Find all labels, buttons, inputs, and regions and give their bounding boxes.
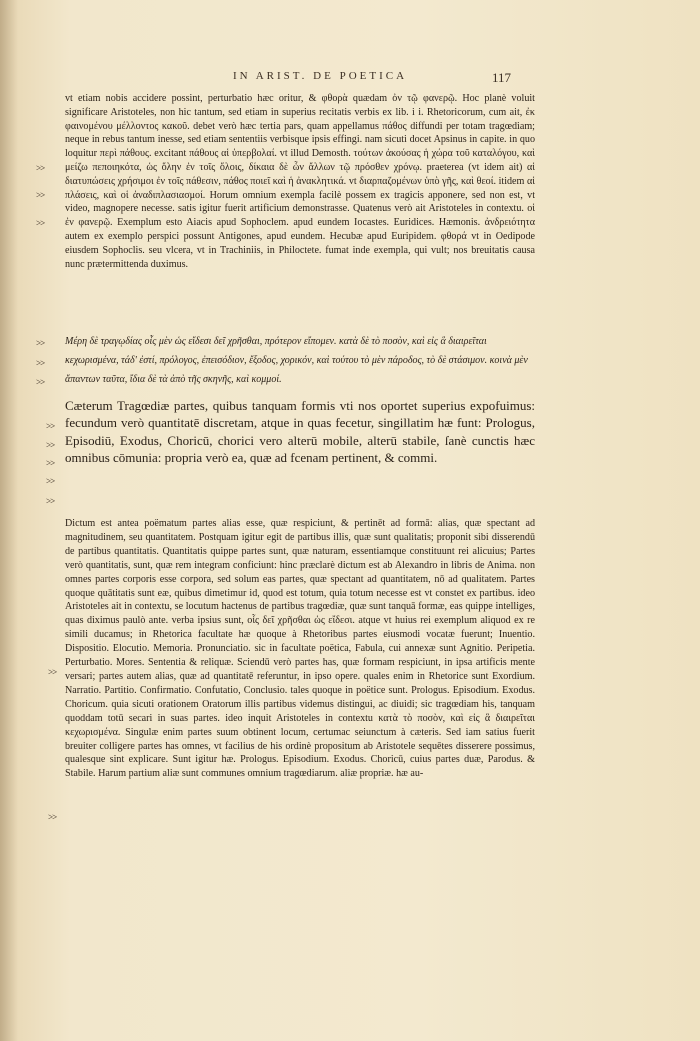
greek-quotation: Μέρη δὲ τραγῳδίας οἷς μὲν ὡς εἴδεσι δεῖ χρῆσθαι, πρότερον εἴπομεν. κατὰ δὲ τὸ ποσὸν, καὶ εἰς ἃ διαιρεῖται κεχωρισμένα, τάδ' ἐστί, πρόλογος, ἐπεισόδιον, ἔξοδος, χορικόν, καὶ τούτου τὸ μὲν πάροδος, τὸ δὲ στάσιμον. κοινὰ μὲν ἅπαντων ταῦτα, ἴδια δὲ τὰ ἀπὸ τῆς σκηνῆς, καὶ κομμοί. bbox=[65, 336, 528, 385]
commentary-text: Dictum est antea poëmatum partes alias esse, quæ respiciunt, & pertinēt ad formā: alias, quæ spectant ad magnitudinem, seu quantitatem. Postquam igitur egit de partibus illis, quæ sunt qualitatis; proponit sibi disserendū de partibus quantitatis. Quantitatis quippe partes sunt, quæ naturam, essentiamque constituunt rei alicuius; Partes verò quantitatis, sunt, quæ rem integram conficiunt: hinc præclarè dictum est ab Alexandro in libris de Anima. non omnes partes corporis esse corpora, sed solum eas partes, quæ spectant ad quantitatem, nō ad qualitatem. Partes quoque quātitatis sunt eæ, quibus dimetimur id, quod est totum, quia totum necesse est vt constet ex partibus. ideo Aristoteles ait in contextu, se locutum hactenus de partibus tragœdiæ, quæ sunt tanquā formæ, eas quippe intelliges, quas diximus paulò ante. verba ipsius sunt, οἷς δεῖ χρῆσθαι ὡς εἴδεσι. atque vt huius rei exemplum aliquod ex re simili ducamus; in Rhetorica facultate hæ quoque à Rhetoribus partes eiusmodi vocatæ fuerunt; Inuentio. Dispositio. Elocutio. Memoria. Pronunciatio. sic in facultate poëtica, Fabula, cui annexæ sunt Agnitio. Peripetia. Perturbatio. Mores. Sententia & reliquæ. Sciendū verò partes has, quæ formam respiciunt, in ipsa artificis mente versari; partes autem alias, quæ ad quantitatē referuntur, in ipso opere. quales enim in Rhetorice sunt Exordium. Narratio. Partitio. Confirmatio. Confutatio, Conclusio. tales quoque in poëtice sunt. Prologus. Episodium. Exodus. Choricum. quia sicuti orationem Oratorum illis partibus videmus distingui, ac diuidi; sic tragœdiam his, tanquam quoddam totū secari in suas partes. ideo inquit Aristoteles in contextu κατὰ τὸ ποσὸν, καὶ εἰς ἃ διαιρεῖται κεχωρισμένα. Singulæ enim partes suum obtinent locum, certumac seiunctum à cæteris. Sed iam satius fuerit breuiter colligere partes has omnes, vt facilius de his ordinè propositum ab Aristotele sequētes disserere possimus, qualesque sint explicare. Sunt igitur hæ. Prologus. Episodium. Exodus. Choricū, cuius partes duæ, Parodus. & Stabile. Harum partium aliæ sunt communes omnium tragœdiarum. aliæ propriæ. hæ au- bbox=[65, 518, 535, 780]
commentary-block-1 bbox=[65, 92, 535, 271]
margin-quote-mark: >> bbox=[36, 190, 45, 200]
margin-quote-mark: >> bbox=[36, 163, 45, 173]
running-head: IN ARIST. DE POETICA bbox=[232, 70, 408, 82]
margin-quote-mark: >> bbox=[36, 377, 45, 387]
spine-shadow bbox=[0, 0, 18, 1041]
margin-quote-mark: >> bbox=[46, 458, 55, 468]
margin-quote-mark: >> bbox=[36, 218, 45, 228]
margin-quote-mark: >> bbox=[46, 440, 55, 450]
margin-quote-mark: >> bbox=[46, 421, 55, 431]
commentary-block-2 bbox=[65, 517, 535, 781]
margin-quote-mark: >> bbox=[36, 358, 45, 368]
margin-quote-mark: >> bbox=[46, 496, 55, 506]
page-number: 117 bbox=[492, 70, 512, 85]
margin-quote-mark: >> bbox=[48, 812, 57, 822]
commentary-text: vt etiam nobis accidere possint, perturbatio hæc oritur, & φθορὰ quædam ὀν τῷ φανερῷ. Hoc planè voluit significare Aristoteles, non hic tantum, sed etiam in superius recitatis verbis ex lib. i i. Rhetoricorum, cum ait, ἐκ φαινομένου μέλλοντος κακοῦ. debet verò hæc tertia pars, quam appellamus πάθος diffundi per totam tragœdiam; neque in rebus tantum inesse, sed etiam sententiis verbisque ipsis effingi. nam sicuti docet Apsinus in capite. in quo loquitur περὶ πάθους. excitant πάθους αἱ ὑπερβολαί. vt illud Demosth. τούτων ἀκούσας ἡ χώρα τοῦ καταλόγου, καὶ μείζω πεποιηκότα, ὡς ὅλην ἐν τοῖς ὅλοις, δίκαια δὲ ὧν ἄλλων τῷ πρόσθεν χρόνῳ. praeterea (vt idem ait) αἱ διατυπώσεις χρήσιμοι ἐν τοῖς πάθεσιν, πάθος ποιεῖ καὶ ἡ ἀνακλητικά. vt διαρπαζομένων ὑπὸ γῆς, καὶ θεοί. itidem αἱ πλάσεις, καὶ οἱ ἀναδιπλασιασμοί. Horum omnium exempla facilè possem ex tragicis apponere, sed non est, vt video, magnopere necesse. satis igitur fuerit artificium demonstrasse. Quatenus verò ait Aristoteles in contextu. οἱ ἐν φανερῷ. Exemplum esto Aiacis apud Sophoclem. apud eundem Iocastes. Euridices. Hæmonis. ἀνδρειότητα autem ex exemplo perspici possunt Antigones, apud eundem. Hecubæ apud Euripidem. φθορά vt in Oedipode eiusdem Sophoclis. seu vlcera, vt in Trachiniis, in Philoctete. fumat inde exempla, qui vult; nos breuitatis causa nunc prætermittenda duximus. bbox=[65, 93, 535, 270]
margin-quote-mark: >> bbox=[46, 476, 55, 486]
latin-translation: Cæterum Tragœdiæ partes, quibus tanquam formis vti nos oportet superius expofuimus: fecundum verò quantitatē discretam, atque in quas fecetur, singillatim hæ funt: Prologus, Episodiū, Exodus, Choricū, chorici vero alterū mobile, alterū stabile, ſanè cunctis hæc omnibus cōmunia: propria verò ea, quæ ad fcenam pertinent, & commi. bbox=[65, 398, 535, 466]
margin-quote-mark: >> bbox=[48, 667, 57, 677]
margin-quote-mark: >> bbox=[36, 338, 45, 348]
